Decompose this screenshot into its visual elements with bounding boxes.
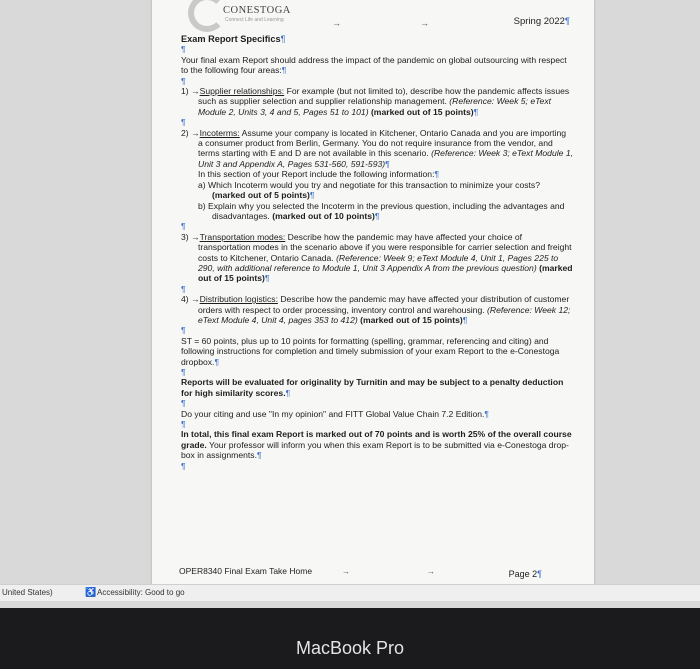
citing-paragraph: Do your citing and use "In my opinion" and FITT Global Value Chain 7.2 Edition.¶	[181, 408, 490, 419]
item-distribution-logistics: 4) →Distribution logistics: Describe how the pandemic may have affected your distribution of customer orders with respect to order processing, inventory control and warehousing. (Reference: Week 12; eText Module 4, Unit 4, pages 353 to 412) (marked out of 15 points)¶	[181, 294, 571, 325]
empty-paragraph: ¶	[181, 367, 186, 377]
tab-arrow-icon: →	[332, 18, 341, 28]
doc-title: Exam Report Specifics¶	[181, 34, 286, 44]
header-term: Spring 2022¶	[513, 16, 570, 27]
total-paragraph: In total, this final exam Report is marked out of 70 points and is worth 25% of the overall course grade. Your professor will inform you when this exam Report is to be submitted via e-Conestoga drop-box in assignments.¶	[181, 429, 572, 461]
tab-arrow-icon: →	[427, 567, 435, 576]
originality-paragraph: Reports will be evaluated for originality by Turnitin and may be subject to a penalty deduction for high similarity scores.¶	[181, 377, 564, 398]
language-status[interactable]: United States)	[2, 588, 53, 597]
tab-arrow-icon: →	[342, 567, 350, 576]
empty-paragraph: ¶	[181, 283, 186, 294]
item-transportation-modes: 3) →Transportation modes: Describe how the pandemic may have affected your choice of transportation modes in the scenario above if you were responsible for carrier selection and freight costs to Kitchener, Ontario Canada. (Reference: Week 9; eText Module 4, Unit 1, Pages 225 to 290, with additional reference to Module 1, Unit 3 Appendix A from the previous question) (marked out of 15 points)¶	[181, 231, 573, 284]
accessibility-icon[interactable]: ♿	[85, 587, 97, 597]
logo-tagline: Connect Life and Learning	[225, 17, 284, 23]
logo-name: CONESTOGA	[223, 5, 291, 16]
incoterms-question-b: b) Explain why you selected the Incoterm in the previous question, including the advantages and disadvantages. (marked out of 10 points)¶	[198, 200, 565, 221]
footer-page-number: Page 2¶	[508, 569, 542, 579]
empty-paragraph: ¶	[181, 75, 186, 86]
empty-paragraph: ¶	[181, 221, 186, 232]
macbook-label: MacBook Pro	[295, 638, 405, 658]
item-supplier-relationships: 1) →Supplier relationships: For example (but not limited to), describe how the pandemic affects issues such as supplier selection and supplier relationship management. (Reference: Week 5; eText Module 2, Units 3, 4 and 5, Pages 51 to 101) (marked out of 15 points)¶	[181, 86, 570, 117]
incoterms-sub-intro: In this section of your Report include the following information:¶	[198, 169, 440, 180]
footer-course-title: OPER8340 Final Exam Take Home	[179, 566, 313, 576]
empty-paragraph: ¶	[181, 117, 186, 128]
intro-paragraph: Your final exam Report should address the impact of the pandemic on global outsourcing with respect to the following four areas:¶	[181, 54, 567, 76]
incoterms-question-a: a) Which Incoterm would you try and negotiate for this transaction to minimize your costs? (marked out of 5 points)¶	[198, 179, 540, 201]
status-bar	[0, 584, 700, 601]
item-incoterms: 2) →Incoterms: Assume your company is located in Kitchener, Ontario Canada and you are importing a consumer product from Berlin, Germany. You do not require insurance from the vendor, and terms starting with E and D are not available in this scenario. (Reference: Week 3; eText Module 1, Unit 3 and Appendix A, Pages 531-560, 591-593)¶	[181, 127, 573, 169]
document-page[interactable]	[152, 0, 594, 590]
accessibility-status[interactable]: Accessibility: Good to go	[97, 588, 185, 597]
empty-paragraph: ¶	[181, 419, 186, 430]
conestoga-logo	[180, 0, 300, 34]
logo-mark-icon	[188, 0, 226, 32]
empty-paragraph: ¶	[181, 398, 186, 409]
tab-arrow-icon: →	[420, 18, 429, 28]
empty-paragraph: ¶	[181, 460, 186, 471]
empty-paragraph: ¶	[181, 325, 186, 336]
empty-paragraph: ¶	[181, 44, 186, 55]
document-body[interactable]	[181, 34, 573, 471]
scoring-paragraph: ST = 60 points, plus up to 10 points for formatting (spelling, grammar, referencing and citing) and following instructions for completion and timely submission of your exam Report to the e-Conestoga dropbox.¶	[181, 335, 560, 367]
